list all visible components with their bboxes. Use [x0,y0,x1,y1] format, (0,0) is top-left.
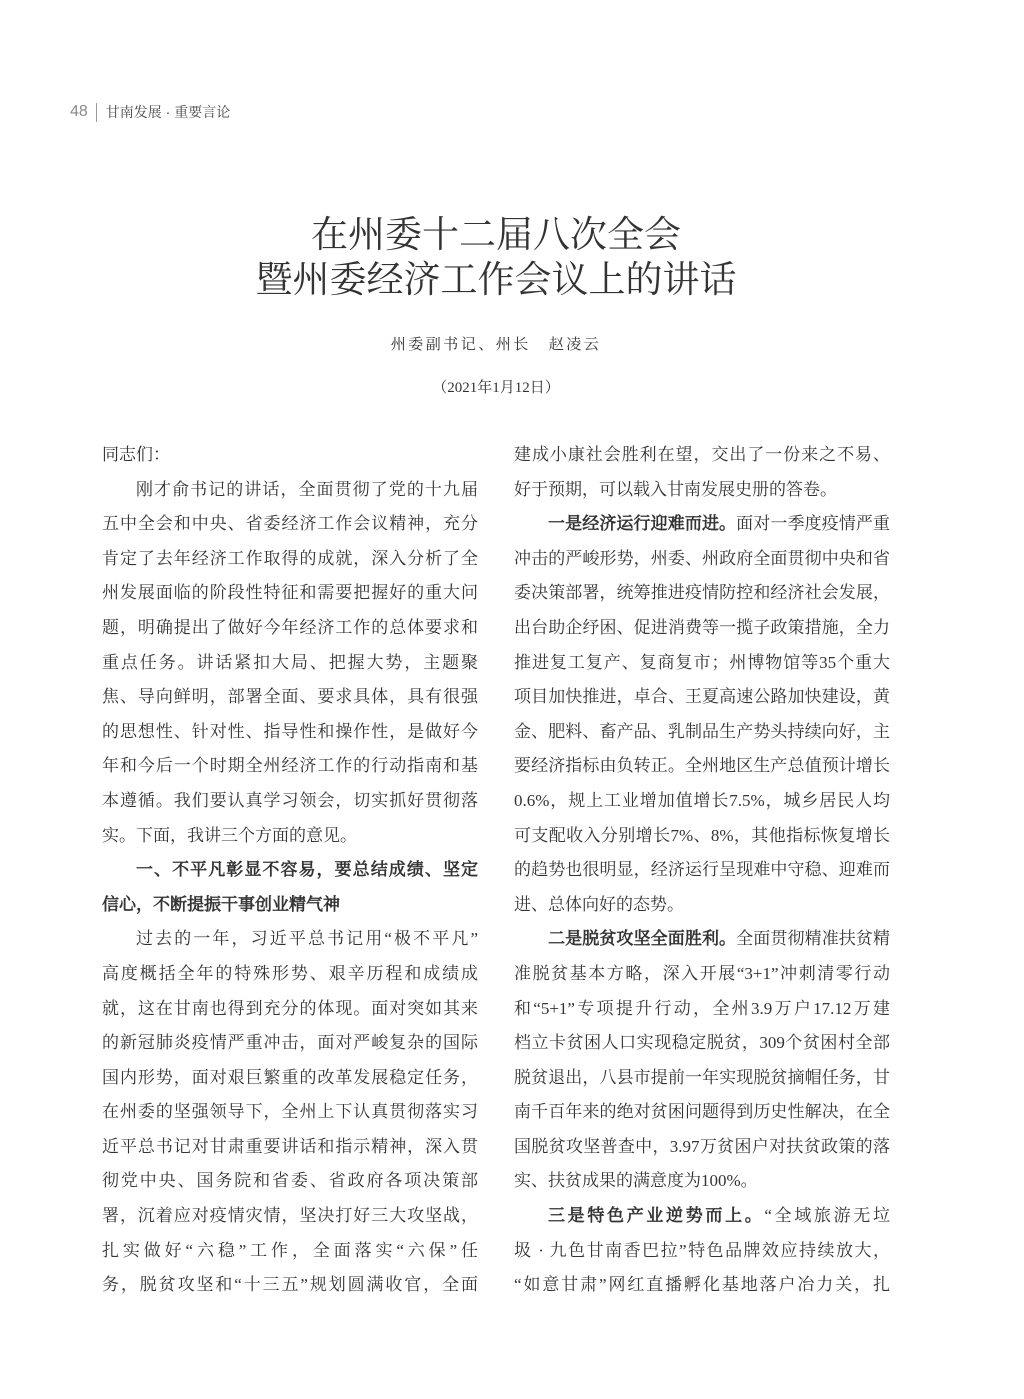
body-line: 档立卡贫困人口实现稳定脱贫，309个贫困村全部 [514,1033,890,1053]
body-line: 彻党中央、国务院和省委、省政府各项决策部 [102,1171,478,1191]
body-line [514,507,890,542]
line-text: “全域旅游无垃 [764,1206,891,1226]
author-name: 赵凌云 [548,337,602,353]
body-line: 圾 · 九色甘南香巴拉”特色品牌效应持续放大， [514,1240,890,1260]
body-line: 本遵循。我们要认真学习领会，切实抓好贯彻落 [102,790,478,810]
line-text: 面对一季度疫情严重 [736,514,891,534]
body-line: 和“5+1”专项提升行动，全州3.9万户17.12万建 [514,998,890,1018]
body-line: 实。下面，我讲三个方面的意见。 [102,825,357,845]
body-line: 出台助企纾困、促进消费等一揽子政策措施，全力 [514,617,890,637]
byline [102,335,890,355]
body-line: 的新冠肺炎疫情严重冲击，面对严峻复杂的国际 [102,1033,478,1053]
body-line: 项目加快推进，卓合、王夏高速公路加快建设，黄 [514,687,890,707]
body-line: 可支配收入分别增长7%、8%，其他指标恢复增长 [514,825,890,845]
paragraph-lead: 三是特色产业逆势而上。 [548,1206,765,1226]
body-line: 高度概括全年的特殊形势、艰辛历程和成绩成 [102,963,478,983]
body-line: 刚才俞书记的讲话，全面贯彻了党的十九届 [136,479,478,499]
body-line: 题，明确提出了做好今年经济工作的总体要求和 [102,617,478,637]
body-line: 实、扶贫成果的满意度为100%。 [514,1171,758,1191]
article-title-line: 暨州委经济工作会议上的讲话 [255,260,737,301]
section-name: 甘南发展 · 重要言论 [105,104,231,120]
salutation: 同志们： [102,445,170,464]
body-line: 近平总书记对甘肃重要讲话和指示精神，深入贯 [102,1136,478,1156]
body-line: 进、总体向好的态势。 [514,894,684,914]
body-line: 署，沉着应对疫情灾情，坚决打好三大攻坚战， [102,1206,478,1226]
section-heading-line: 信心，不断提振干事创业精气神 [102,894,340,914]
body-line: 0.6%，规上工业增加值增长7.5%，城乡居民人均 [514,790,890,810]
body-line: 肯定了去年经济工作取得的成就，深入分析了全 [102,548,478,568]
body-line: “如意甘肃”网红直播孵化基地落户冶力关，扎 [514,1275,890,1295]
body-line: 就，这在甘南也得到充分的体现。面对突如其来 [102,998,478,1018]
body-line: 南千百年来的绝对贫困问题得到历史性解决，在全 [514,1102,890,1122]
running-header [70,101,230,123]
header-divider [96,103,97,122]
paragraph-lead: 二是脱贫攻坚全面胜利。 [548,929,737,949]
article-title-line: 在州委十二届八次全会 [311,215,681,256]
body-line: 国内形势，面对艰巨繁重的改革发展稳定任务， [102,1067,478,1087]
body-line: 准脱贫基本方略，深入开展“3+1”冲刺清零行动 [514,963,890,983]
body-line: 要经济指标由负转正。全州地区生产总值预计增长 [514,756,890,776]
body-line: 重点任务。讲话紧扣大局、把握大势，主题聚 [102,652,478,672]
body-line: 建成小康社会胜利在望，交出了一份来之不易、 [514,445,890,464]
body-line: 州发展面临的阶段性特征和需要把握好的重大问 [102,583,478,603]
body-line: 五中全会和中央、省委经济工作会议精神，充分 [102,514,478,534]
body-line: 过去的一年，习近平总书记用“极不平凡” [136,929,478,949]
body-line: 的思想性、针对性、指导性和操作性，是做好今 [102,721,478,741]
page-number: 48 [70,103,88,120]
body-line: 金、肥料、畜产品、乳制品生产势头持续向好，主 [514,721,890,741]
paragraph-lead: 一是经济运行迎难而进。 [548,514,737,534]
body-line: 务，脱贫攻坚和“十三五”规划圆满收官，全面 [102,1275,478,1295]
right-column [514,438,890,1303]
line-text: 全面贯彻精准扶贫精 [736,929,891,949]
article-title [102,213,890,303]
body-line [514,1199,890,1234]
body-line: 在州委的坚强领导下，全州上下认真贯彻落实习 [102,1102,478,1122]
left-column [102,438,478,1303]
body-line: 国脱贫攻坚普查中，3.97万贫困户对扶贫政策的落 [514,1136,890,1156]
author-position: 州委副书记、州长 [390,337,531,353]
body-line: 委决策部署，统筹推进疫情防控和经济社会发展， [514,583,890,603]
body-line [514,922,890,957]
body-line: 扎实做好“六稳”工作，全面落实“六保”任 [102,1240,478,1260]
section-heading-line: 一、不平凡彰显不容易，要总结成绩、坚定 [136,860,478,880]
body-line: 推进复工复产、复商复市；州博物馆等35个重大 [514,652,890,672]
body-line: 焦、导向鲜明，部署全面、要求具体，具有很强 [102,687,478,707]
body-line: 的趋势也很明显，经济运行呈现难中守稳、迎难而 [514,860,890,880]
body-line: 冲击的严峻形势，州委、州政府全面贯彻中央和省 [514,548,890,568]
body-line: 脱贫退出，八县市提前一年实现脱贫摘帽任务，甘 [514,1067,890,1087]
body-line: 年和今后一个时期全州经济工作的行动指南和基 [102,756,478,776]
body-line: 好于预期，可以载入甘南发展史册的答卷。 [514,479,837,499]
speech-date: （2021年1月12日） [432,380,560,396]
